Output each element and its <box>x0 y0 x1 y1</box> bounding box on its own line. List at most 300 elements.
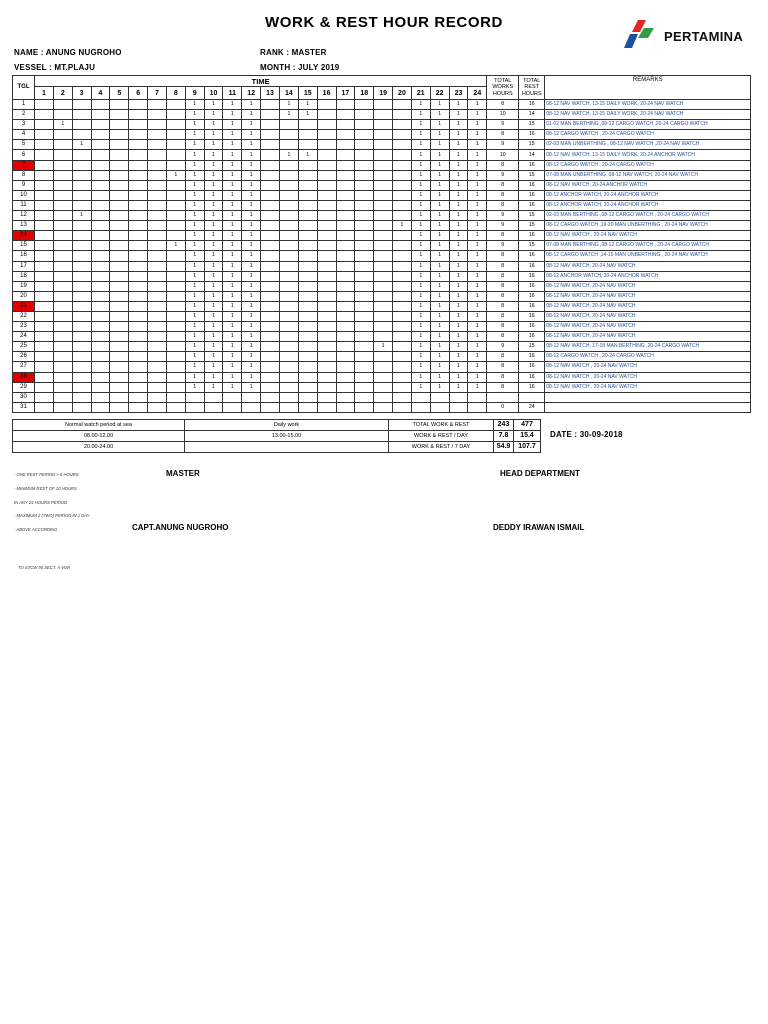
hour-cell <box>261 281 280 291</box>
hour-cell <box>166 271 185 281</box>
hour-cell <box>91 402 110 412</box>
hour-header: 4 <box>91 87 110 100</box>
hour-cell: 1 <box>204 352 223 362</box>
hour-cell <box>53 332 72 342</box>
hour-cell <box>110 382 129 392</box>
hour-cell: 1 <box>223 352 242 362</box>
hour-cell: 1 <box>411 291 430 301</box>
hour-cell <box>317 392 336 402</box>
hour-cell <box>298 291 317 301</box>
hour-cell: 1 <box>430 332 449 342</box>
hour-cell: 1 <box>411 241 430 251</box>
hour-cell <box>393 251 412 261</box>
hour-cell <box>374 140 393 150</box>
hour-cell <box>129 120 148 130</box>
hour-cell <box>355 291 374 301</box>
hour-cell: 1 <box>449 291 468 301</box>
rest-hours-cell: 14 <box>519 110 545 120</box>
hour-cell: 1 <box>468 180 487 190</box>
work-hours-cell: 8 <box>487 382 519 392</box>
table-row <box>13 100 751 110</box>
hour-cell: 1 <box>411 221 430 231</box>
hour-cell <box>72 241 91 251</box>
hour-cell <box>53 352 72 362</box>
hour-cell <box>129 362 148 372</box>
hour-cell: 1 <box>468 221 487 231</box>
hour-cell: 1 <box>204 301 223 311</box>
hour-cell <box>129 311 148 321</box>
hour-cell <box>166 291 185 301</box>
hour-cell <box>393 110 412 120</box>
work-hours-cell: 9 <box>487 342 519 352</box>
remark-cell: 08-12 NAV WATCH, 20-24 NAV WATCH <box>545 322 751 332</box>
hour-cell: 1 <box>430 211 449 221</box>
hour-cell <box>91 392 110 402</box>
hour-cell: 1 <box>204 130 223 140</box>
table-row <box>13 402 751 412</box>
hour-cell <box>355 180 374 190</box>
day-cell: 25 <box>13 342 35 352</box>
hour-cell <box>72 130 91 140</box>
hour-cell: 1 <box>242 261 261 271</box>
hour-cell <box>374 372 393 382</box>
hour-cell: 1 <box>242 100 261 110</box>
work-hours-cell: 8 <box>487 100 519 110</box>
hour-cell: 1 <box>449 372 468 382</box>
day-cell: 23 <box>13 322 35 332</box>
hour-cell <box>468 392 487 402</box>
hour-cell <box>148 291 167 301</box>
hour-cell <box>355 251 374 261</box>
hour-cell: 1 <box>411 322 430 332</box>
hour-cell: 1 <box>449 130 468 140</box>
hour-cell: 1 <box>204 180 223 190</box>
hour-cell <box>393 180 412 190</box>
hour-cell: 1 <box>223 110 242 120</box>
hour-cell: 1 <box>223 362 242 372</box>
hour-cell <box>393 190 412 200</box>
hour-header: 7 <box>148 87 167 100</box>
hour-cell: 1 <box>468 190 487 200</box>
hour-cell: 1 <box>204 271 223 281</box>
hour-cell <box>166 231 185 241</box>
rest-hours-cell: 16 <box>519 271 545 281</box>
hour-cell <box>393 170 412 180</box>
work-hours-cell: 8 <box>487 200 519 210</box>
hour-cell <box>261 322 280 332</box>
hour-cell <box>148 392 167 402</box>
hour-cell <box>336 170 355 180</box>
hour-cell <box>129 150 148 160</box>
hour-cell: 1 <box>468 231 487 241</box>
hour-cell: 1 <box>204 170 223 180</box>
normal-watch-label: Normal watch period at sea <box>13 420 185 431</box>
hour-cell: 1 <box>223 200 242 210</box>
day-cell: 9 <box>13 180 35 190</box>
hour-cell: 1 <box>411 301 430 311</box>
hour-cell <box>279 301 298 311</box>
remark-cell: 08-12 NAV WATCH , 20-24 NAV WATCH <box>545 372 751 382</box>
hour-cell <box>72 372 91 382</box>
hour-cell <box>35 402 54 412</box>
table-row <box>13 362 751 372</box>
hour-cell <box>53 221 72 231</box>
rest-hours-cell: 16 <box>519 322 545 332</box>
hour-cell <box>35 100 54 110</box>
hour-cell <box>166 382 185 392</box>
hour-cell <box>374 251 393 261</box>
table-row <box>13 322 751 332</box>
hour-cell <box>110 231 129 241</box>
hour-cell <box>393 160 412 170</box>
hour-cell: 1 <box>223 221 242 231</box>
hour-cell <box>336 231 355 241</box>
hour-cell <box>374 261 393 271</box>
hour-cell <box>91 342 110 352</box>
hour-cell: 1 <box>242 301 261 311</box>
hour-cell <box>129 322 148 332</box>
hour-cell: 1 <box>430 200 449 210</box>
hour-cell <box>355 301 374 311</box>
hour-cell <box>279 180 298 190</box>
hour-cell: 1 <box>374 342 393 352</box>
hour-cell <box>110 271 129 281</box>
hour-cell <box>129 170 148 180</box>
hour-cell <box>298 402 317 412</box>
hour-cell <box>336 271 355 281</box>
hour-cell <box>374 311 393 321</box>
rest-hours-cell: 24 <box>519 402 545 412</box>
hour-cell <box>148 342 167 352</box>
hour-cell <box>148 271 167 281</box>
work-hours-cell: 8 <box>487 362 519 372</box>
hour-cell: 1 <box>430 221 449 231</box>
rest-hours-cell: 16 <box>519 332 545 342</box>
hour-cell: 1 <box>449 140 468 150</box>
remark-cell <box>545 392 751 402</box>
table-row <box>13 150 751 160</box>
rest-hours-cell: 16 <box>519 231 545 241</box>
hour-cell <box>317 170 336 180</box>
hour-header: 15 <box>298 87 317 100</box>
hour-cell <box>72 231 91 241</box>
hour-cell <box>110 211 129 221</box>
hour-cell <box>35 362 54 372</box>
hour-cell <box>298 231 317 241</box>
table-row <box>13 271 751 281</box>
hour-cell <box>336 211 355 221</box>
hour-cell <box>110 251 129 261</box>
hour-cell <box>393 200 412 210</box>
work-rest-table <box>12 75 751 413</box>
hour-cell <box>91 110 110 120</box>
hour-cell <box>129 211 148 221</box>
hour-cell <box>148 301 167 311</box>
hour-cell <box>393 281 412 291</box>
day-cell: 31 <box>13 402 35 412</box>
hour-cell: 1 <box>242 311 261 321</box>
hour-cell <box>53 402 72 412</box>
hour-cell: 1 <box>223 251 242 261</box>
hour-cell <box>53 190 72 200</box>
hour-cell: 1 <box>223 301 242 311</box>
hour-cell <box>393 301 412 311</box>
hour-cell: 1 <box>185 150 204 160</box>
hour-cell: 1 <box>185 382 204 392</box>
hour-header: 21 <box>411 87 430 100</box>
hour-cell <box>393 271 412 281</box>
hour-cell <box>355 110 374 120</box>
hour-cell: 1 <box>449 362 468 372</box>
hour-cell: 1 <box>185 180 204 190</box>
hour-cell <box>110 100 129 110</box>
hour-cell: 1 <box>185 110 204 120</box>
hour-cell: 1 <box>411 352 430 362</box>
hour-cell <box>317 100 336 110</box>
hour-cell <box>148 402 167 412</box>
hour-cell: 1 <box>411 100 430 110</box>
hour-cell: 1 <box>430 291 449 301</box>
hour-cell <box>166 160 185 170</box>
hour-cell: 1 <box>223 322 242 332</box>
hour-cell: 1 <box>204 261 223 271</box>
rest-hours-cell: 15 <box>519 342 545 352</box>
watch-period-2: 20.00-24.00 <box>13 442 185 453</box>
hour-cell <box>317 241 336 251</box>
work-hours-cell: 8 <box>487 352 519 362</box>
hour-cell <box>374 402 393 412</box>
work-hours-cell <box>487 392 519 402</box>
hour-cell <box>72 291 91 301</box>
hour-cell: 1 <box>411 180 430 190</box>
day-rest-value: 15.4 <box>514 431 541 442</box>
remark-cell: 08-12 NAV WATCH , 20-24 NAV WATCH <box>545 382 751 392</box>
hour-cell <box>374 241 393 251</box>
hour-cell: 1 <box>185 140 204 150</box>
rest-hours-cell: 16 <box>519 372 545 382</box>
rest-hours-cell: 15 <box>519 221 545 231</box>
hour-cell: 1 <box>411 110 430 120</box>
hour-cell <box>279 120 298 130</box>
hour-cell <box>110 221 129 231</box>
hour-cell <box>110 402 129 412</box>
hour-cell <box>53 382 72 392</box>
hour-cell <box>110 362 129 372</box>
hour-cell: 1 <box>468 150 487 160</box>
hour-cell <box>279 251 298 261</box>
hour-cell: 1 <box>185 241 204 251</box>
hour-cell <box>72 170 91 180</box>
hour-cell: 1 <box>449 271 468 281</box>
hour-cell <box>91 160 110 170</box>
daily-work-label: Daily work <box>185 420 389 431</box>
hour-cell <box>129 100 148 110</box>
hour-cell <box>261 271 280 281</box>
hour-cell: 1 <box>468 100 487 110</box>
hour-cell <box>298 392 317 402</box>
hour-cell <box>166 311 185 321</box>
hour-cell: 1 <box>242 332 261 342</box>
hour-cell: 1 <box>185 200 204 210</box>
hour-cell: 1 <box>430 261 449 271</box>
hour-cell: 1 <box>430 241 449 251</box>
hour-cell <box>72 311 91 321</box>
hour-cell: 1 <box>449 231 468 241</box>
remark-cell: 07-08 MAN UNBERTHING ,08-12 NAV WATCH, 20-24 NAV WATCH <box>545 170 751 180</box>
hour-cell: 1 <box>411 311 430 321</box>
hour-cell: 1 <box>468 261 487 271</box>
hour-cell <box>336 140 355 150</box>
hour-cell <box>72 160 91 170</box>
total-work-rest-label: TOTAL WORK & REST <box>389 420 494 431</box>
work-hours-cell: 8 <box>487 372 519 382</box>
hour-cell <box>355 402 374 412</box>
hour-cell <box>110 301 129 311</box>
hour-cell <box>336 352 355 362</box>
hour-cell <box>110 342 129 352</box>
hour-cell: 1 <box>411 251 430 261</box>
note-5: - ABOVE ACCORDING <box>14 527 58 532</box>
table-row <box>13 190 751 200</box>
hour-cell: 1 <box>468 332 487 342</box>
hour-header: 9 <box>185 87 204 100</box>
hour-cell: 1 <box>430 130 449 140</box>
work-hours-cell: 8 <box>487 291 519 301</box>
hour-cell <box>393 332 412 342</box>
hour-cell: 1 <box>185 342 204 352</box>
hour-cell: 1 <box>204 140 223 150</box>
hour-cell: 1 <box>468 130 487 140</box>
hour-cell <box>336 332 355 342</box>
hour-cell <box>110 110 129 120</box>
work-hours-cell: 8 <box>487 180 519 190</box>
hour-cell: 1 <box>242 200 261 210</box>
hour-header: 6 <box>129 87 148 100</box>
day-cell: 7 <box>13 160 35 170</box>
hour-cell <box>148 130 167 140</box>
hour-cell: 1 <box>223 372 242 382</box>
hour-cell: 1 <box>204 382 223 392</box>
hour-cell: 1 <box>468 281 487 291</box>
remark-cell: 08-12 NAV WATCH, 13-15 DAILY WORK, 20-24 NAV WATCH <box>545 100 751 110</box>
day-cell: 20 <box>13 291 35 301</box>
hour-cell <box>110 352 129 362</box>
hour-cell <box>393 402 412 412</box>
hour-cell: 1 <box>449 221 468 231</box>
hour-cell: 1 <box>223 180 242 190</box>
hour-cell <box>53 241 72 251</box>
hour-cell <box>393 130 412 140</box>
hour-cell: 1 <box>223 150 242 160</box>
day-cell: 27 <box>13 362 35 372</box>
hour-cell <box>355 130 374 140</box>
hour-cell <box>110 291 129 301</box>
hour-cell <box>317 221 336 231</box>
hour-cell: 1 <box>411 120 430 130</box>
hour-cell: 1 <box>449 281 468 291</box>
hour-cell <box>91 372 110 382</box>
hour-cell <box>148 190 167 200</box>
hour-cell <box>72 261 91 271</box>
hour-cell: 1 <box>411 342 430 352</box>
hour-cell <box>35 352 54 362</box>
page-title: WORK & REST HOUR RECORD <box>265 14 503 31</box>
hour-cell <box>298 322 317 332</box>
hour-cell <box>166 261 185 271</box>
hour-cell: 1 <box>430 120 449 130</box>
hour-cell: 1 <box>411 271 430 281</box>
table-row <box>13 311 751 321</box>
note-4: - MAXIMUM 2 (TWO) PERIOD IN 1 DAY <box>14 513 90 518</box>
hour-cell <box>129 190 148 200</box>
hour-cell: 1 <box>449 180 468 190</box>
hour-cell <box>35 382 54 392</box>
hour-cell: 1 <box>430 251 449 261</box>
rest-hours-cell: 16 <box>519 200 545 210</box>
hour-cell: 1 <box>223 241 242 251</box>
day-cell: 1 <box>13 100 35 110</box>
hour-cell <box>72 110 91 120</box>
rest-hours-cell: 16 <box>519 100 545 110</box>
hour-cell <box>53 231 72 241</box>
hour-cell <box>336 130 355 140</box>
day-cell: 6 <box>13 150 35 160</box>
hour-cell <box>35 231 54 241</box>
hour-cell: 1 <box>204 311 223 321</box>
remark-cell: 08-12 ANCHOR WATCH, 20-24 ANCHOR WATCH <box>545 200 751 210</box>
hour-cell <box>91 150 110 160</box>
hour-cell <box>355 241 374 251</box>
hour-cell <box>72 301 91 311</box>
hour-cell <box>35 150 54 160</box>
day-work-value: 7.8 <box>494 431 514 442</box>
hour-cell <box>35 281 54 291</box>
hour-cell <box>261 251 280 261</box>
hour-cell: 1 <box>449 160 468 170</box>
hour-cell <box>279 271 298 281</box>
hour-cell <box>91 200 110 210</box>
hour-cell <box>317 120 336 130</box>
hour-cell: 1 <box>185 120 204 130</box>
hour-cell <box>185 392 204 402</box>
hour-cell: 1 <box>468 170 487 180</box>
hour-cell <box>110 120 129 130</box>
hour-cell <box>317 362 336 372</box>
hour-cell: 1 <box>242 110 261 120</box>
hour-cell <box>279 261 298 271</box>
hour-cell <box>91 241 110 251</box>
hour-cell <box>53 342 72 352</box>
hour-cell <box>355 311 374 321</box>
hour-cell <box>110 372 129 382</box>
hour-cell <box>166 332 185 342</box>
hour-cell <box>166 211 185 221</box>
hour-cell <box>374 200 393 210</box>
hour-cell <box>72 392 91 402</box>
hour-cell <box>279 221 298 231</box>
hour-cell <box>35 180 54 190</box>
hour-cell <box>374 150 393 160</box>
hour-cell <box>355 392 374 402</box>
hour-cell: 1 <box>185 332 204 342</box>
day-cell: 8 <box>13 170 35 180</box>
hour-cell <box>129 281 148 291</box>
hour-cell: 1 <box>185 221 204 231</box>
hour-cell: 1 <box>185 322 204 332</box>
hour-header: 17 <box>336 87 355 100</box>
day-cell: 3 <box>13 120 35 130</box>
hour-cell: 1 <box>449 261 468 271</box>
